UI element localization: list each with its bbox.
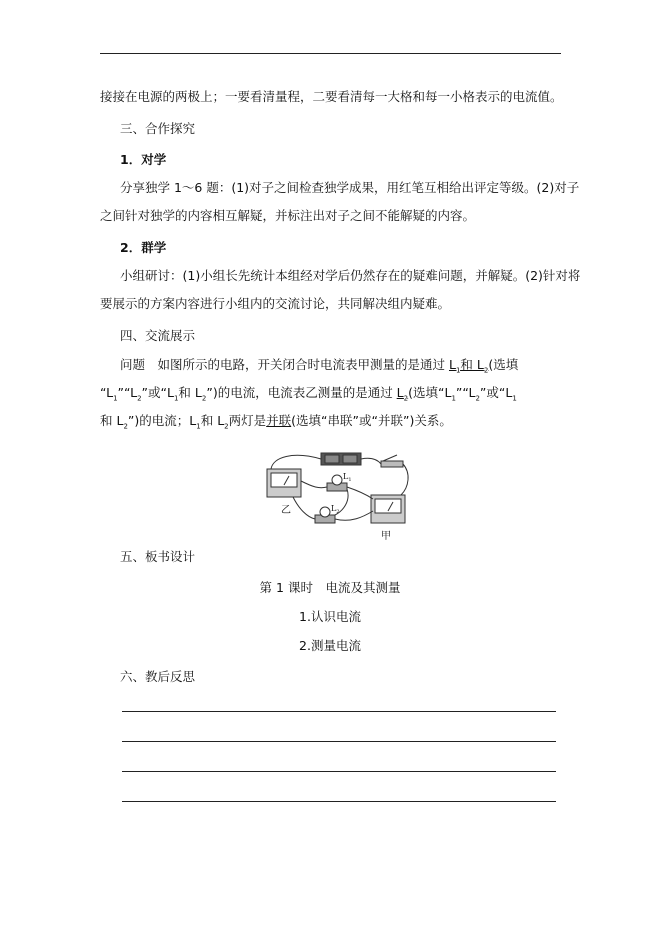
subsection-duixue: 1．对学 xyxy=(120,152,167,167)
section-3-heading: 三、合作探究 xyxy=(120,121,196,136)
qunxue-para-line1: 小组研讨：(1)小组长先统计本组经对学后仍然存在的疑难问题，并解疑。(2)针对将 xyxy=(120,268,581,283)
reflection-line[interactable] xyxy=(122,711,556,712)
answer-3: 并联 xyxy=(266,413,292,428)
ammeter-jia-icon xyxy=(371,495,405,523)
board-title: 第 1 课时 电流及其测量 xyxy=(259,580,401,595)
figure-label-yi: 乙 xyxy=(281,505,291,516)
answer-2: $L_2$ xyxy=(396,385,409,403)
answer-1: $L_1$和 $L_2$ xyxy=(448,357,489,375)
figure-label-jia: 甲 xyxy=(381,531,391,542)
section-5-heading: 五、板书设计 xyxy=(120,549,196,564)
duixue-para-line1: 分享独学 1～6 题：(1)对子之间检查独学成果，用红笔互相给出评定等级。(2)对子 xyxy=(120,180,580,195)
circuit-figure xyxy=(263,451,413,546)
subsection-qunxue: 2．群学 xyxy=(120,240,167,255)
figure-label-l2: $L_2$ xyxy=(331,504,340,515)
board-item-2: 2.测量电流 xyxy=(299,638,361,653)
reflection-line[interactable] xyxy=(122,771,556,772)
duixue-para-line2: 之间针对独学的内容相互解疑，并标注出对子之间不能解疑的内容。 xyxy=(100,208,476,223)
question-line1: 问题 如图所示的电路，开关闭合时电流表甲测量的是通过 $L_1$和 $L_2$(选填 xyxy=(120,357,519,375)
reflection-line[interactable] xyxy=(122,801,556,802)
text-line-1: 接接在电源的两极上；一要看清量程，二要看清每一大格和每一小格表示的电流值。 xyxy=(100,89,563,104)
switch-icon xyxy=(381,455,403,467)
reflection-line[interactable] xyxy=(122,741,556,742)
qunxue-para-line2: 要展示的方案内容进行小组内的交流讨论，共同解决组内疑难。 xyxy=(100,296,451,311)
question-line3: 和 $L_2$”)的电流；$L_1$和 $L_2$两灯是并联(选填“串联”或“并联”)关系。 xyxy=(100,413,452,431)
board-item-1: 1.认识电流 xyxy=(299,609,361,624)
battery-icon xyxy=(321,453,361,465)
section-4-heading: 四、交流展示 xyxy=(120,328,196,343)
question-line2: “$L_1”“L_2$”或“$L_1$和 $L_2$”)的电流，电流表乙测量的是通过 $L_2$(选填“$L_1”“L_2$”或“$L_1$ xyxy=(100,385,517,403)
ammeter-yi-icon xyxy=(267,469,301,497)
header-rule xyxy=(100,53,561,54)
section-6-heading: 六、教后反思 xyxy=(120,669,196,684)
question-text-a: 问题 如图所示的电路，开关闭合时电流表甲测量的是通过 xyxy=(120,357,449,372)
figure-label-l1: $L_1$ xyxy=(343,472,352,483)
